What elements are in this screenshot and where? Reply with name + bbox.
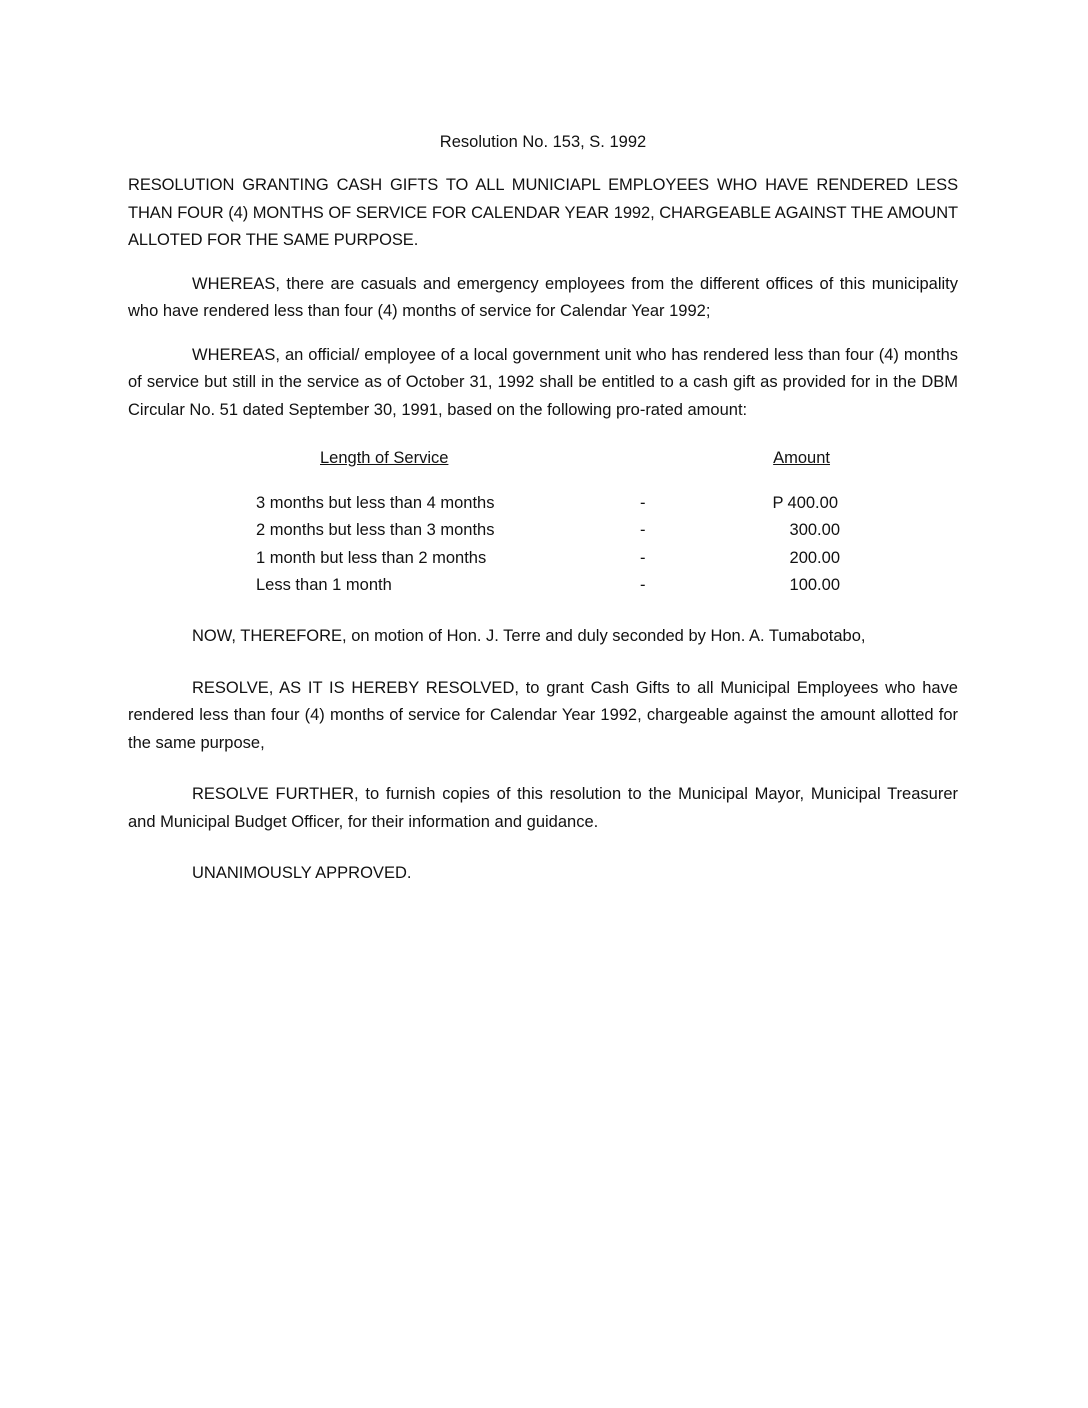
resolution-title: Resolution No. 153, S. 1992 — [439, 133, 647, 151]
pro-rated-amount-table — [256, 444, 846, 599]
dash-separator: - — [640, 521, 646, 540]
header-amount: Amount — [773, 449, 830, 467]
amount-number: 400.00 — [787, 494, 838, 512]
table-row — [256, 517, 846, 544]
whereas-clause-1: WHEREAS, there are casuals and emergency employees from the different offices of this municipality who have rendered less than four (4) months of service for Calendar Year 1992; — [128, 274, 958, 320]
document-page — [128, 128, 958, 888]
whereas-clause-2: WHEREAS, an official/ employee of a local government unit who has rendered less than four (4) months of service but still in the service as of October 31, 1992 shall be entitled to a cash gift as provided for in the DBM Circular No. 51 dated September 30, 1991, based on the following pro-rated amount: — [128, 345, 958, 419]
service-length: 1 month but less than 2 months — [256, 548, 487, 567]
amount-value — [773, 490, 838, 517]
header-length-of-service: Length of Service — [320, 449, 449, 467]
table-header — [256, 444, 846, 472]
resolution-heading: RESOLUTION GRANTING CASH GIFTS TO ALL MUNICIAPL EMPLOYEES WHO HAVE RENDERED LESS THAN FOUR (4) MONTHS OF SERVICE FOR CALENDAR YEAR 1992, CHARGEABLE AGAINST THE AMOUNT ALLOTED FOR THE SAME PURPOSE. — [128, 176, 958, 249]
service-length: 2 months but less than 3 months — [256, 521, 495, 540]
currency-symbol: P — [772, 494, 784, 512]
resolve-further-clause: RESOLVE FURTHER, to furnish copies of this resolution to the Municipal Mayor, Municipal Treasurer and Municipal Budget Officer, for their information and guidance. — [128, 785, 958, 831]
amount-value: 100.00 — [789, 575, 840, 594]
table-row — [256, 572, 846, 599]
table-row — [256, 490, 846, 517]
dash-separator: - — [640, 575, 646, 594]
dash-separator: - — [640, 494, 646, 512]
table-row — [256, 545, 846, 572]
approval-statement: UNANIMOUSLY APPROVED. — [192, 864, 412, 883]
dash-separator: - — [640, 548, 646, 567]
service-length: 3 months but less than 4 months — [256, 494, 495, 512]
service-length: Less than 1 month — [256, 575, 392, 594]
amount-value: 200.00 — [789, 548, 840, 567]
resolved-clause: RESOLVE, AS IT IS HEREBY RESOLVED, to grant Cash Gifts to all Municipal Employees who have rendered less than four (4) months of service for Calendar Year 1992, chargeable against the amount allotted for the same purpose, — [128, 678, 958, 752]
amount-value: 300.00 — [789, 521, 840, 540]
now-therefore-clause: NOW, THEREFORE, on motion of Hon. J. Terre and duly seconded by Hon. A. Tumabotabo, — [192, 627, 866, 646]
